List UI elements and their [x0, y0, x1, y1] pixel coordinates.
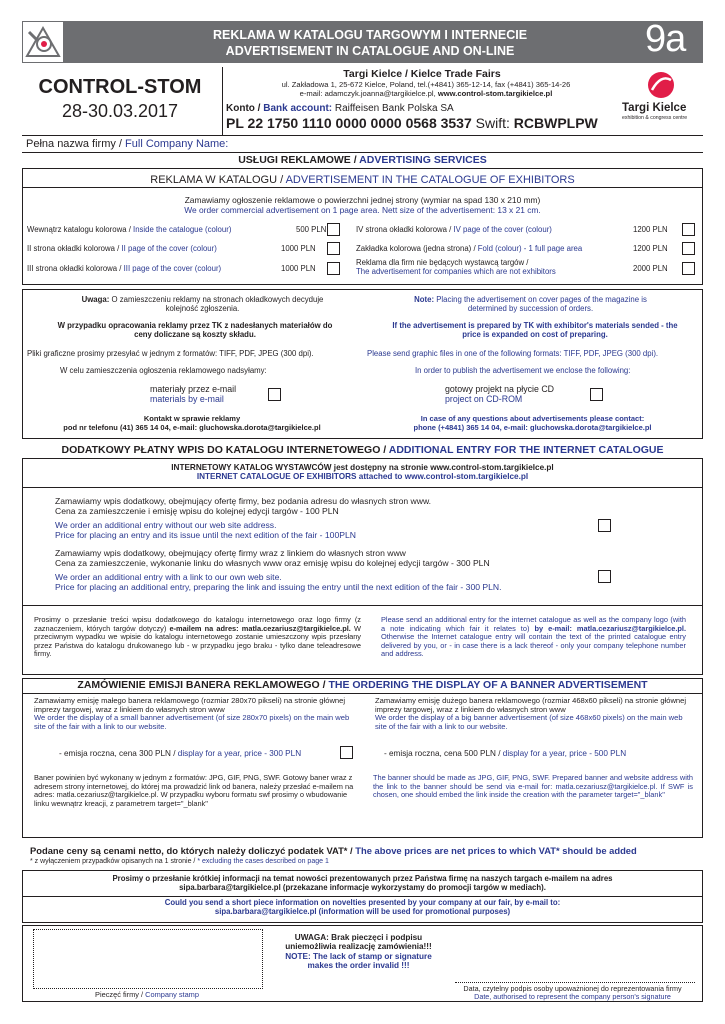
organizer-address: ul. Zakładowa 1, 25-672 Kielce, Poland, tel.(+4841) 365-12-14, fax (+4841) 365-14-26: [281, 80, 571, 89]
bank-line: [226, 103, 454, 115]
option-nonexhibitor-label: Reklama dla firm nie będących wystawcą targów / The advertisement for companies which are not exhibitors: [356, 258, 556, 276]
internet-request-en: Please send an additional entry for the internet catalogue as well as the company logo (with a note indicating which fair it relates to) by e-mail: matla.cezariusz@targikielce.pl. Otherwise the Internet catalogue entry will contain the text of the printed catalogue entry delivered by you, or - in case there is a lack thereof - only your company telephone number and address.: [381, 615, 686, 659]
header-title: [120, 27, 620, 59]
option-nonexhibitor-checkbox[interactable]: [682, 262, 695, 275]
option-nonexhibitor-price: 2000 PLN: [633, 264, 668, 273]
iban-line: [226, 115, 598, 131]
banner-small-checkbox[interactable]: [340, 746, 353, 759]
uwaga-note: Uwaga: O zamieszczeniu reklamy na stronach okładkowych decyduje kolejność zgłoszenia.: [81, 295, 324, 313]
tk-note-pl: W przypadku opracowania reklamy przez TK z nadesłanych materiałów do ceny doliczane są koszty składu.: [57, 321, 333, 339]
cd-project-label: gotowy projekt na płycie CD project on CD-ROM: [445, 384, 555, 405]
signature-line[interactable]: [455, 982, 695, 983]
option-inside-price: 500 PLN: [296, 225, 327, 234]
internet-title: DODATKOWY PŁATNY WPIS DO KATALOGU INTERNETOWEGO / ADDITIONAL ENTRY FOR THE INTERNET CATALOGUE: [61, 444, 664, 456]
entry-with-link-checkbox[interactable]: [598, 570, 611, 583]
vat-footnote: * z wyłączeniem przypadków opisanych na 1 stronie / * excluding the cases described on page 1: [30, 858, 329, 865]
option-inside-label: Wewnątrz katalogu kolorowa / Inside the catalogue (colour): [27, 225, 232, 234]
company-stamp-label: Pieczęć firmy / Company stamp: [95, 990, 199, 999]
divider: [22, 693, 703, 694]
company-name-label: Pełna nazwa firmy / Full Company Name:: [26, 138, 229, 150]
entry-without-link-checkbox[interactable]: [598, 519, 611, 532]
option-cover2-checkbox[interactable]: [327, 242, 340, 255]
catalogue-order-text: Zamawiamy ogłoszenie reklamowe o powierzchni jednej strony (wymiar na spad 130 x 210 mm) We order commercial advertisement on 1 page area. Nett size of the advertisement: 13 x 21 cm.: [184, 195, 541, 215]
organizer-email: e-mail: adamczyk.joanna@targikielce.pl,: [299, 89, 438, 98]
send-note-en: In order to publish the advertisement we enclose the following:: [415, 366, 631, 375]
logo-text: Targi Kielce: [622, 102, 687, 114]
divider: [22, 152, 703, 153]
entry-without-link-text: Zamawiamy wpis dodatkowy, obejmujący ofertę firmy, bez podania adresu do własnych stron www. Cena za zamieszczenie i emisję wpisu do kolejnej edycji targów - 100 PLN We order an additional entry without our web site address. Price for placing an entry and its issue until the next edition of the fair - 100PLN: [55, 496, 432, 540]
files-note-en: Please send graphic files in one of the following formats: TIFF, PDF, JPEG (300 dpi).: [367, 349, 659, 358]
option-fold-checkbox[interactable]: [682, 242, 695, 255]
option-inside-checkbox[interactable]: [327, 223, 340, 236]
banner-big-text: Zamawiamy emisję dużego banera reklamowego (rozmiar 468x60 pikseli) na stronie głównej imprezy targowej, wraz z linkiem do własnych stron www We order the display of a big banner advertisement (of size 468x60 pixels) on the main web site of the fair with a link to our website.: [375, 696, 687, 732]
contact-pl: Kontakt w sprawie reklamy pod nr telefonu (41) 365 14 04, e-mail: gluchowska.dorota@targikielce.pl: [63, 414, 321, 432]
materials-email-label: materiały przez e-mail materials by e-mail: [150, 384, 237, 405]
catalogue-title: REKLAMA W KATALOGU / ADVERTISEMENT IN THE CATALOGUE OF EXHIBITORS: [150, 174, 575, 186]
cd-project-checkbox[interactable]: [590, 388, 603, 401]
files-note-pl: Pliki graficzne prosimy przesyłać w jednym z formatów: TIFF, PDF, JPEG (300 dpi).: [27, 349, 314, 358]
option-cover2-price: 1000 PLN: [281, 244, 316, 253]
option-cover3-price: 1000 PLN: [281, 264, 316, 273]
banner-big-price: - emisja roczna, cena 500 PLN / display for a year, price - 500 PLN: [384, 749, 627, 758]
option-cover4-price: 1200 PLN: [633, 225, 668, 234]
bank-name: Raiffeisen Bank Polska SA: [332, 103, 454, 114]
vat-note: Podane ceny są cenami netto, do których należy doliczyć podatek VAT* / The above prices are net prices to which VAT* should be added: [30, 845, 637, 856]
fair-logo: [22, 21, 64, 63]
banner-title: ZAMÓWIENIE EMISJI BANERA REKLAMOWEGO / THE ORDERING THE DISPLAY OF A BANNER ADVERTISEMENT: [77, 679, 648, 691]
news-request-en: Could you send a short piece information on novelties presented by your company at our fair, by e-mail to: sipa.barbara@targikielce.pl (information will be used for promotional purposes): [164, 898, 561, 916]
services-title: USŁUGI REKLAMOWE / ADVERTISING SERVICES: [238, 154, 487, 166]
targi-kielce-logo-icon: [646, 70, 676, 100]
option-cover2-label: II strona okładki kolorowa / II page of the cover (colour): [27, 244, 217, 253]
materials-email-checkbox[interactable]: [268, 388, 281, 401]
iban: PL 22 1750 1110 0000 0000 0568 3537: [226, 115, 472, 131]
banner-small-price: - emisja roczna, cena 300 PLN / display for a year, price - 300 PLN: [59, 749, 302, 758]
header-title-en: ADVERTISEMENT IN CATALOGUE AND ON-LINE: [225, 44, 515, 58]
divider: [22, 187, 703, 188]
banner-small-text: Zamawiamy emisję małego banera reklamowego (rozmiar 280x70 pikseli) na stronie głównej imprezy targowej, wraz z linkiem do własnych stron www We order the display of a small banner advertisement (of size 280x70 pixels) on the main web site of the fair with a link to our website.: [34, 696, 350, 732]
option-cover4-label: IV strona okładki kolorowa / IV page of the cover (colour): [356, 225, 552, 234]
divider: [22, 135, 703, 136]
contact-en: In case of any questions about advertisements please contact: phone (+4841) 365 14 04, e-mail: gluchowska.dorota@targikielce.pl: [413, 414, 652, 432]
form-number: 9a: [645, 18, 686, 60]
internet-request-pl: Prosimy o przesłanie treści wpisu dodatkowego do katalogu internetowego oraz logo firmy (z zaznaczeniem, których targów dotyczy) e-mailem na adres: matla.cezariusz@targikielce.pl. W przeciwnym wypadku we wpisie do katalogu internetowego zostanie umieszczony wpis przesłany przez Państwa do katalogu drukowanego lub - w przypadku jego braku - tylko dane teleadresowe firmy.: [34, 615, 362, 659]
send-note-pl: W celu zamieszczenia ogłoszenia reklamowego nadsyłamy:: [60, 366, 267, 375]
divider: [22, 487, 703, 488]
signature-label: Data, czytelny podpis osoby upoważnionej do reprezentowania firmy Date, authorised to represent the company person's signature: [463, 984, 682, 1002]
tk-note-en: If the advertisement is prepared by TK with exhibitor's materials sended - the price is expanded on cost of preparing.: [392, 321, 678, 339]
news-request-pl: Prosimy o przesłanie krótkiej informacji na temat nowości prezentowanych przez Państwa firmę na naszych targach e-mailem na adres sipa.barbara@targikielce.pl (przekazane informacje wykorzystamy do promocji targów w mediach).: [112, 874, 613, 892]
account-label-en: Bank account:: [263, 103, 333, 114]
stamp-warning: UWAGA: Brak pieczęci i podpisu uniemożliwia realizację zamówienia!!! NOTE: The lack of stamp or signature makes the order invalid !!!: [285, 933, 432, 971]
organizer-website[interactable]: www.control-stom.targikielce.pl: [437, 89, 553, 98]
option-cover3-checkbox[interactable]: [327, 262, 340, 275]
company-stamp-area[interactable]: [33, 929, 263, 989]
option-cover4-checkbox[interactable]: [682, 223, 695, 236]
tooth-gear-icon: [23, 22, 63, 62]
internet-availability: INTERNETOWY KATALOG WYSTAWCÓW jest dostępny na stronie www.control-stom.targikielce.pl INTERNET CATALOGUE OF EXHIBITORS attached to www.control-stom.targikielce.pl: [171, 463, 554, 482]
entry-with-link-text: Zamawiamy wpis dodatkowy, obejmujący ofertę firmy wraz z linkiem do własnych stron www Cena za zamieszczenie, wykonanie linku do własnych www oraz emisję wpisu do kolejnej edycji targów - 300 PLN We order an additional entry with a link to our own web site. Price for placing an additional entry, preparing the link and issuing the entry until the next edition of the fair - 300 PLN.: [55, 548, 502, 592]
swift-code: RCBWPLPW: [513, 115, 598, 131]
organizer-name: Targi Kielce / Kielce Trade Fairs: [343, 68, 501, 80]
option-fold-price: 1200 PLN: [633, 244, 668, 253]
company-name-input[interactable]: [150, 139, 703, 151]
divider: [22, 605, 703, 606]
organizer-email-line: [226, 90, 626, 99]
swift-label: Swift:: [471, 115, 514, 131]
targi-kielce-logo: [620, 70, 705, 130]
banner-format-pl: Baner powinien być wykonany w jednym z formatów: JPG, GIF, PNG, SWF. Gotowy baner wraz z adresem strony internetowej, do której ma prowadzić link od banera, należy przesłać e-mailem na adres: matla.cezariusz@targikielce.pl. W przypadku wyboru formatu swf prosimy o wbudowanie linku wewnątrz kreacji, z parametrem target="_blank": [34, 773, 354, 808]
logo-subtext: exhibition & congress centre: [622, 115, 688, 121]
note-en: Note: Placing the advertisement on cover pages of the magazine is determined by succession of orders.: [414, 295, 647, 313]
account-label-pl: Konto /: [226, 103, 264, 114]
banner-format-en: The banner should be made as JPG, GIF, PNG, SWF. Prepared banner and website address with the link to the banner should be send via e-mail for: matla.cezariusz@targikielce.pl. If SWF is chosen, one should embed the link inside the creation with the parameter target="_blank": [373, 773, 693, 800]
event-dates: 28-30.03.2017: [61, 101, 179, 121]
option-cover3-label: III strona okładki kolorowa / III page of the cover (colour): [27, 264, 222, 273]
header-title-pl: REKLAMA W KATALOGU TARGOWYM I INTERNECIE: [212, 28, 528, 42]
divider: [22, 896, 703, 897]
option-fold-label: Zakładka kolorowa (jedna strona) / Fold (colour) - 1 full page area: [356, 244, 583, 253]
event-name: CONTROL-STOM: [38, 76, 202, 98]
